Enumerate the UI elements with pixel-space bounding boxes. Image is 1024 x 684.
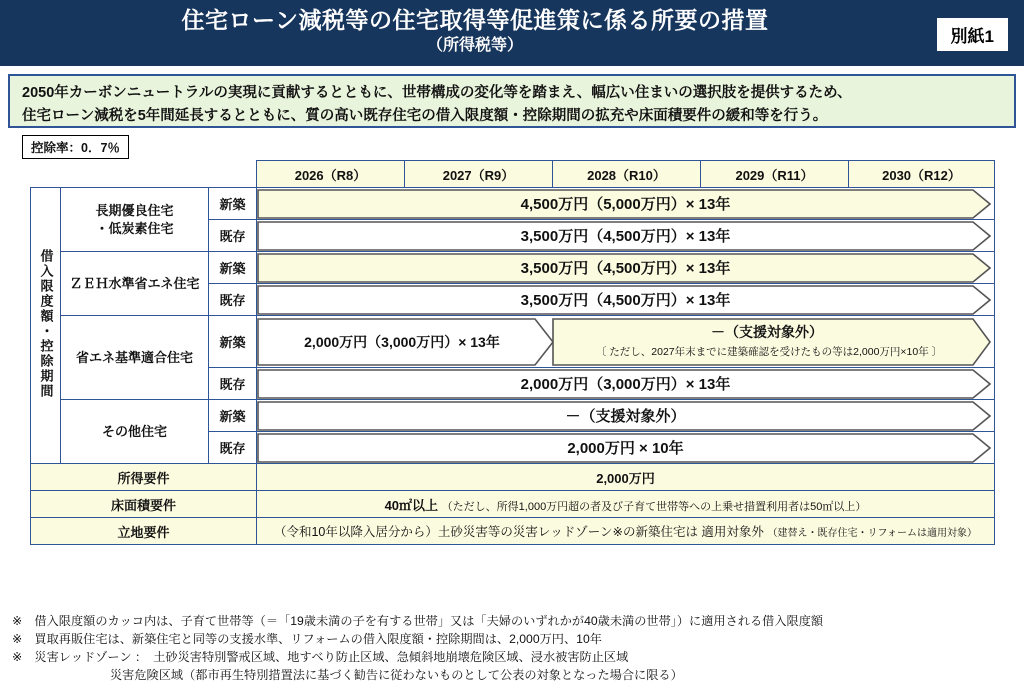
type-exist-2: 既存	[209, 284, 257, 316]
footnote-4: 災害危険区域（都市再生特別措置法に基づく勧告に従わないものとして公表の対象となった場合に限る）	[110, 668, 683, 682]
req-value-floor	[257, 491, 995, 518]
req-value-location-main: （令和10年以降入居分から）土砂災害等の災害レッドゾーン※の新築住宅は 適用対象外	[273, 525, 764, 539]
table-corner-1	[31, 161, 61, 188]
footnotes	[12, 612, 1012, 684]
table-corner-2	[61, 161, 209, 188]
type-new-1: 新築	[209, 188, 257, 220]
category-shoene: 省エネ基準適合住宅	[61, 316, 209, 400]
deduction-rate-badge: 控除率：0．7％	[22, 135, 129, 159]
req-label-income: 所得要件	[31, 464, 257, 491]
req-value-income: 2,000万円	[257, 464, 995, 491]
category-zeh: ＺＥＨ水準省エネ住宅	[61, 252, 209, 316]
type-new-3: 新築	[209, 316, 257, 368]
table-corner-3	[209, 161, 257, 188]
req-value-location-note: （建替え・既存住宅・リフォームは適用対象）	[767, 528, 978, 539]
value-zeh-new: 3,500万円（4,500万円）× 13年	[257, 252, 995, 284]
page-header	[0, 0, 1024, 66]
value-shoene-new-right: －（支援対象外）	[711, 323, 823, 340]
type-exist-4: 既存	[209, 432, 257, 464]
value-choki-new: 4,500万円（5,000万円）× 13年	[257, 188, 995, 220]
type-exist-3: 既存	[209, 368, 257, 400]
value-shoene-exist: 2,000万円（3,000万円）× 13年	[257, 368, 995, 400]
req-label-location: 立地要件	[31, 518, 257, 545]
value-choki-exist: 3,500万円（4,500万円）× 13年	[257, 220, 995, 252]
lead-line-1: 2050年カーボンニュートラルの実現に貢献するとともに、世帯構成の変化等を踏まえ、幅広い住まいの選択肢を提供するため、	[22, 85, 852, 101]
value-sonota-new: －（支援対象外）	[257, 400, 995, 432]
lead-line-2: 住宅ローン減税を5年間延長するとともに、質の高い既存住宅の借入限度額・控除期間の拡充や床面積要件の緩和等を行う。	[22, 108, 828, 124]
value-shoene-new-left: 2,000万円（3,000万円）× 13年	[304, 333, 500, 350]
type-new-2: 新築	[209, 252, 257, 284]
type-new-4: 新築	[209, 400, 257, 432]
lead-statement	[8, 74, 1016, 128]
page-title: 住宅ローン減税等の住宅取得等促進策に係る所要の措置	[181, 7, 769, 33]
footnote-1: ※ 借入限度額のカッコ内は、子育て世帯等（＝「19歳未満の子を有する世帯」又は「夫婦のいずれかが40歳未満の世帯」）に適用される借入限度額	[12, 614, 824, 628]
page-subtitle: （所得税等）	[426, 37, 523, 54]
value-shoene-new	[257, 316, 995, 368]
footnote-3: ※ 災害レッドゾーン ： 土砂災害特別警戒区域、地すべり防止区域、急傾斜地崩壊危険区域、浸水被害防止区域	[12, 650, 629, 664]
measures-table	[30, 160, 995, 545]
year-header-2029: 2029（R11）	[701, 161, 849, 188]
category-sonota: その他住宅	[61, 400, 209, 464]
value-shoene-new-right-note: 〔 ただし、2027年末までに建築確認を受けたもの等は2,000万円×10年 〕	[595, 346, 943, 358]
value-zeh-exist: 3,500万円（4,500万円）× 13年	[257, 284, 995, 316]
year-header-2030: 2030（R12）	[849, 161, 995, 188]
req-value-floor-note: （ただし、所得1,000万円超の者及び子育て世帯等への上乗せ措置利用者は50㎡以上）	[441, 500, 867, 513]
category-choki-yuryo: 長期優良住宅 ・低炭素住宅	[61, 188, 209, 252]
value-sonota-exist: 2,000万円 × 10年	[257, 432, 995, 464]
type-exist-1: 既存	[209, 220, 257, 252]
year-header-2026: 2026（R8）	[257, 161, 405, 188]
year-header-2028: 2028（R10）	[553, 161, 701, 188]
req-label-floor: 床面積要件	[31, 491, 257, 518]
year-header-2027: 2027（R9）	[405, 161, 553, 188]
req-value-location	[257, 518, 995, 545]
req-value-floor-main: 40㎡以上	[384, 497, 439, 513]
row-group-label: 借入限度額・控除期間	[31, 188, 61, 464]
footnote-2: ※ 買取再販住宅は、新築住宅と同等の支援水準、リフォームの借入限度額・控除期間は、2,000万円、10年	[12, 632, 602, 646]
attachment-badge: 別紙1	[935, 16, 1010, 53]
